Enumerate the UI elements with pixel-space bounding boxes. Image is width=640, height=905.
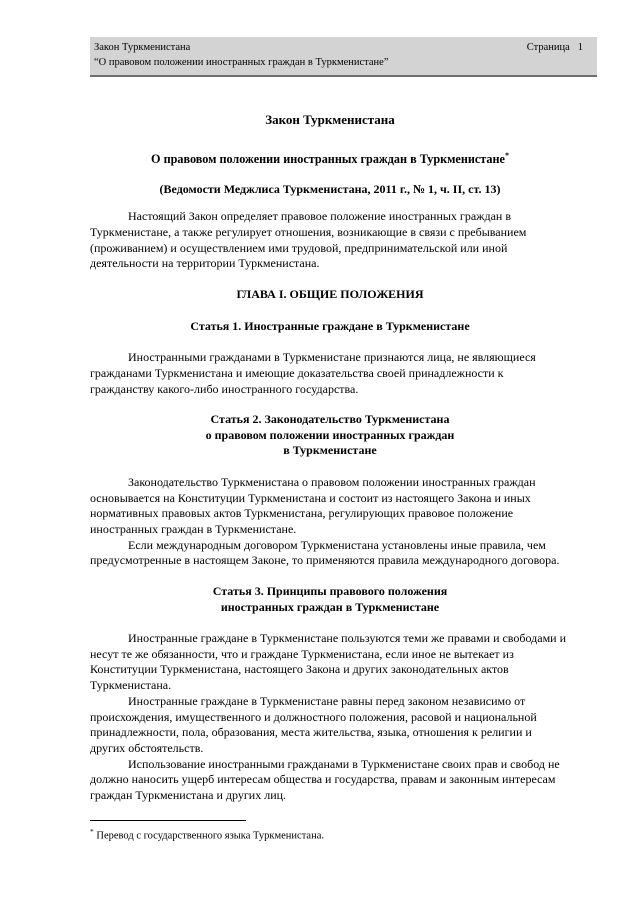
article-2-heading-line: о правовом положении иностранных граждан: [205, 427, 455, 442]
page-label: Страница: [526, 42, 570, 53]
header-page-number: [519, 40, 583, 55]
page-header: [90, 37, 597, 77]
law-subtitle: [90, 148, 570, 168]
header-doc-title: Закон Туркменистана: [94, 42, 191, 53]
article-3-paragraph: Иностранные граждане в Туркменистане равны перед законом независимо от происхождения, имущественного и должностного положения, расовой и национальной принадлежности, пола, образования, места жительства, языка, отношения к религии и других обстоятельств.: [90, 693, 537, 755]
article-3-heading-line: Статья 3. Принципы правового положения: [212, 584, 448, 599]
footnote-divider: [90, 820, 246, 821]
article-3-heading-line: иностранных граждан в Туркменистане: [220, 599, 440, 614]
article-1-heading: [90, 319, 570, 335]
article-1-heading-line: Статья 1. Иностранные граждане в Туркменистане: [190, 318, 470, 333]
law-source-line: (Ведомости Меджлиса Туркменистана, 2011 г., № 1, ч. II, ст. 13): [159, 182, 501, 197]
footnote-body: Перевод с государственного языка Туркменистана.: [96, 830, 324, 842]
article-2-paragraph: Если международным договором Туркменистана установлены иные правила, чем предусмотренные в настоящем Законе, то применяются правила международного договора.: [90, 537, 560, 568]
document-content: [90, 106, 570, 804]
article-3-heading: [90, 584, 570, 615]
header-doc-subtitle: “О правовом положении иностранных граждан в Туркменистане”: [94, 57, 389, 68]
footnote: [90, 820, 570, 843]
article-2-heading-line: в Туркменистане: [283, 443, 377, 458]
article-2-heading: [90, 412, 570, 459]
page-number-value: 1: [577, 42, 583, 53]
law-subtitle-text: О правовом положении иностранных граждан в Туркменистане: [151, 151, 505, 166]
intro-paragraph: Настоящий Закон определяет правовое положение иностранных граждан в Туркменистане, а также регулирует отношения, возникающие в связи с пребыванием (проживанием) и осуществлением ими трудовой, предпринимательской или иной деятельности на территории Туркменистана.: [90, 209, 527, 271]
footnote-reference-mark: *: [504, 150, 509, 160]
article-2-heading-line: Статья 2. Законодательство Туркменистана: [210, 412, 450, 427]
article-3-paragraph: Использование иностранными гражданами в Туркменистане своих прав и свобод не должно наносить ущерб интересам общества и государства, правам и законным интересам граждан Туркменистана и других лиц.: [90, 756, 560, 803]
law-title: Закон Туркменистана: [265, 112, 395, 127]
article-1-paragraph: Иностранными гражданами в Туркменистане признаются лица, не являющиеся гражданами Туркменистана и имеющие доказательства своей принадлежности к гражданству какого-либо иностранного государства.: [90, 350, 536, 396]
chapter-heading: ГЛАВА I. ОБЩИЕ ПОЛОЖЕНИЯ: [236, 286, 424, 301]
page-header-row: [94, 40, 583, 55]
article-2-paragraph: Законодательство Туркменистана о правовом положении иностранных граждан основывается на Конституции Туркменистана и состоит из настоящего Закона и иных нормативных правовых актов Туркменистана, регулирующих правовое положение иностранных граждан в Туркменистане.: [90, 474, 536, 536]
footnote-mark: *: [90, 827, 94, 836]
article-3-paragraph: Иностранные граждане в Туркменистане пользуются теми же правами и свободами и несут те же обязанности, что и граждане Туркменистана, если иное не вытекает из Конституции Туркменистана, настоящего Закона и других законодательных актов Туркменистана.: [90, 631, 567, 693]
footnote-text: [90, 825, 570, 843]
